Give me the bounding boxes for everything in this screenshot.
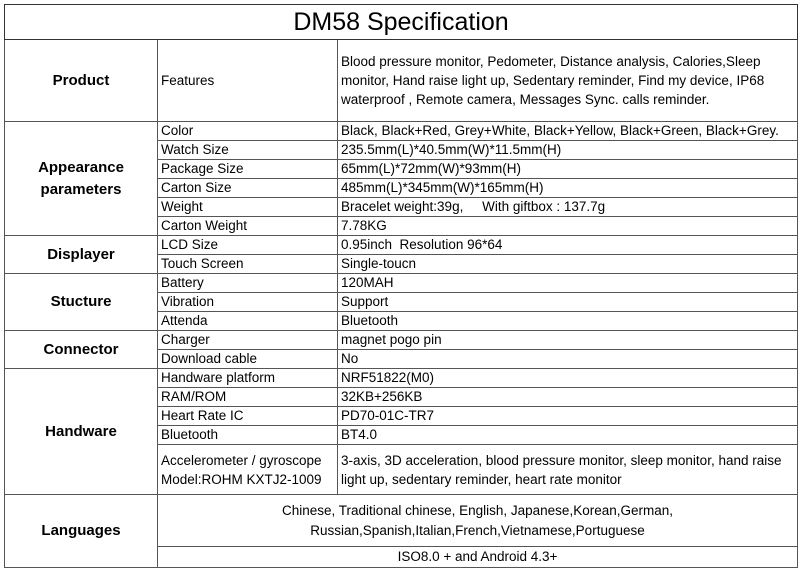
spec-value: magnet pogo pin bbox=[338, 331, 798, 350]
spec-value: NRF51822(M0) bbox=[338, 369, 798, 388]
spec-key: Carton Weight bbox=[158, 217, 338, 236]
spec-key: Watch Size bbox=[158, 141, 338, 160]
spec-value: Bluetooth bbox=[338, 312, 798, 331]
spec-key: Weight bbox=[158, 198, 338, 217]
spec-key: Touch Screen bbox=[158, 255, 338, 274]
spec-key: RAM/ROM bbox=[158, 388, 338, 407]
os-compat-value: ISO8.0 + and Android 4.3+ bbox=[158, 547, 798, 568]
spec-value: Blood pressure monitor, Pedometer, Distance analysis, Calories,Sleep monitor, Hand raise light up, Sedentary reminder, Find my device, IP68 waterproof , Remote camera, Messages Sync. calls reminder. bbox=[338, 40, 798, 122]
spec-table bbox=[4, 4, 798, 568]
spec-key: Color bbox=[158, 122, 338, 141]
spec-value: 7.78KG bbox=[338, 217, 798, 236]
section-connector-label: Connector bbox=[5, 331, 158, 369]
spec-key: Handware platform bbox=[158, 369, 338, 388]
languages-value: Chinese, Traditional chinese, English, Japanese,Korean,German, Russian,Spanish,Italian,French,Vietnamese,Portuguese bbox=[158, 495, 798, 547]
section-appearance-label: Appearance parameters bbox=[5, 122, 158, 236]
section-hardware-label: Handware bbox=[5, 369, 158, 495]
spec-key: Bluetooth bbox=[158, 426, 338, 445]
section-languages-label: Languages bbox=[5, 495, 158, 568]
spec-value: 235.5mm(L)*40.5mm(W)*11.5mm(H) bbox=[338, 141, 798, 160]
spec-key: Vibration bbox=[158, 293, 338, 312]
section-structure-label: Stucture bbox=[5, 274, 158, 331]
spec-key: Download cable bbox=[158, 350, 338, 369]
spec-value: 120MAH bbox=[338, 274, 798, 293]
spec-value: Black, Black+Red, Grey+White, Black+Yellow, Black+Green, Black+Grey. bbox=[338, 122, 798, 141]
spec-value: PD70-01C-TR7 bbox=[338, 407, 798, 426]
spec-key: Carton Size bbox=[158, 179, 338, 198]
spec-key: Heart Rate IC bbox=[158, 407, 338, 426]
spec-value: 3-axis, 3D acceleration, blood pressure monitor, sleep monitor, hand raise light up, sedentary reminder, heart rate monitor bbox=[338, 445, 798, 495]
spec-value: BT4.0 bbox=[338, 426, 798, 445]
spec-value: 65mm(L)*72mm(W)*93mm(H) bbox=[338, 160, 798, 179]
spec-value: 0.95inch Resolution 96*64 bbox=[338, 236, 798, 255]
spec-value: Bracelet weight:39g, With giftbox : 137.7g bbox=[338, 198, 798, 217]
spec-key: Charger bbox=[158, 331, 338, 350]
spec-value: Single-toucn bbox=[338, 255, 798, 274]
spec-value: 485mm(L)*345mm(W)*165mm(H) bbox=[338, 179, 798, 198]
page-title: DM58 Specification bbox=[5, 5, 798, 40]
spec-key: Accelerometer / gyroscope Model:ROHM KXTJ2-1009 bbox=[158, 445, 338, 495]
section-product-label: Product bbox=[5, 40, 158, 122]
spec-value: No bbox=[338, 350, 798, 369]
spec-key: LCD Size bbox=[158, 236, 338, 255]
spec-key: Attenda bbox=[158, 312, 338, 331]
spec-key: Features bbox=[158, 40, 338, 122]
spec-key: Battery bbox=[158, 274, 338, 293]
spec-value: 32KB+256KB bbox=[338, 388, 798, 407]
section-displayer-label: Displayer bbox=[5, 236, 158, 274]
spec-key: Package Size bbox=[158, 160, 338, 179]
spec-value: Support bbox=[338, 293, 798, 312]
